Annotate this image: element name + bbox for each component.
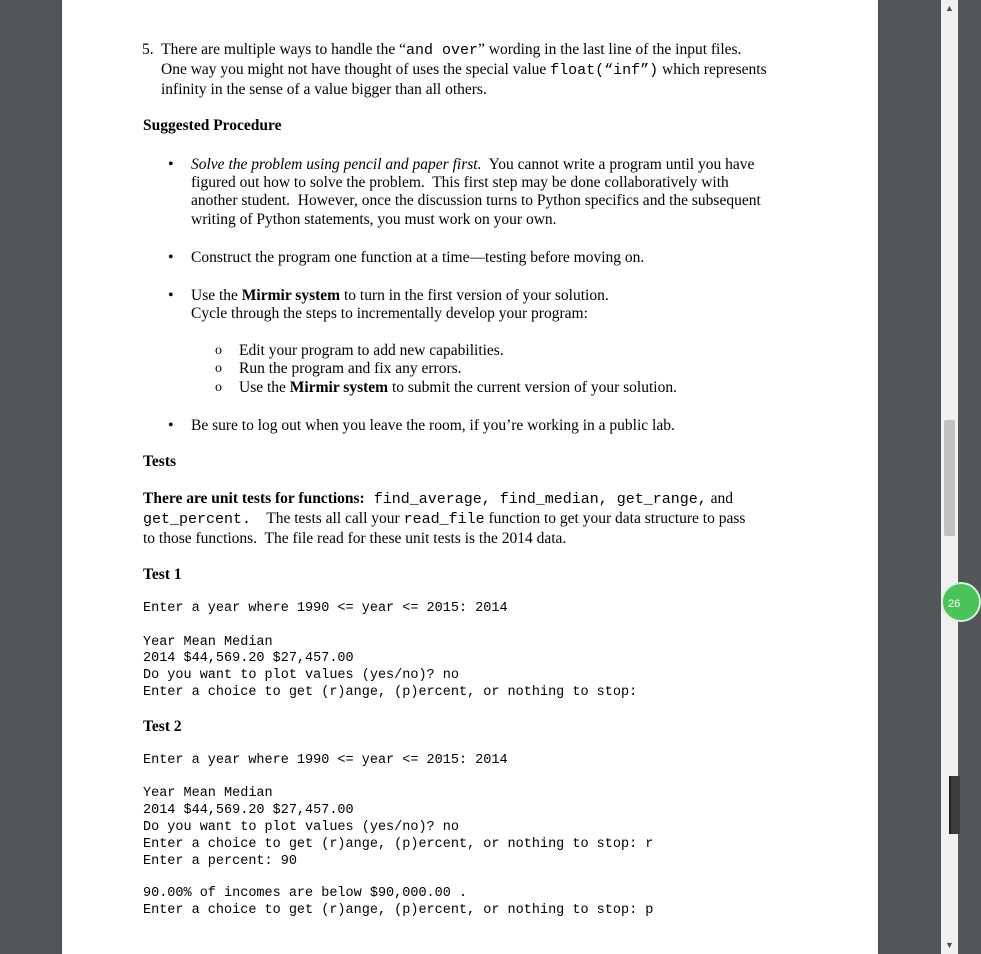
mirmir-system-bold: Mirmir system: [241, 287, 341, 304]
test1-output-line: Enter a choice to get (r)ange, (p)ercent, or nothing to stop:: [143, 685, 638, 700]
sub-bullet1-text: Edit your program to add new capabilities.: [239, 342, 504, 359]
bullet4-text: Be sure to log out when you leave the room, if you’re working in a public lab.: [191, 417, 675, 434]
bullet-marker: •: [168, 417, 174, 434]
test2-output-line: Year Mean Median: [143, 786, 273, 801]
item5-text: which represents: [658, 61, 767, 78]
bullet1-italic: Solve the problem using pencil and paper first.: [191, 156, 482, 173]
bullet3-text: Use the: [191, 287, 242, 304]
test2-output-line: 90.00% of incomes are below $90,000.00 .: [143, 886, 468, 901]
sub-bullet-marker: o: [215, 343, 222, 358]
sub-bullet-marker: o: [215, 380, 222, 395]
section-heading-tests: Tests: [143, 453, 177, 470]
bullet3-line2: Cycle through the steps to incrementally develop your program:: [191, 305, 588, 322]
tests-text: function to get your data structure to pass: [484, 510, 746, 527]
bullet-marker: •: [168, 156, 174, 173]
test2-output-line: 2014 $44,569.20 $27,457.00: [143, 803, 354, 818]
bullet1-text: You cannot write a program until you have: [481, 156, 755, 173]
tests-bold: There are unit tests for functions:: [143, 490, 365, 507]
tests-text: and: [706, 490, 734, 507]
bullet1-line1: [191, 156, 754, 174]
sub-bullet-marker: o: [215, 361, 222, 376]
item5-line3: infinity in the sense of a value bigger than all others.: [161, 81, 487, 98]
test2-output-line: Enter a percent: 90: [143, 854, 297, 869]
tests-text: The tests all call your: [251, 510, 404, 527]
test2-output-line: Enter a year where 1990 <= year <= 2015: 2014: [143, 753, 508, 768]
test1-output-line: Year Mean Median: [143, 635, 273, 650]
side-panel-handle[interactable]: [949, 776, 960, 834]
scroll-down-arrow-icon[interactable]: ▼: [945, 940, 954, 950]
sub-bullet2-text: Run the program and fix any errors.: [239, 360, 462, 377]
item5-text: ” wording in the last line of the input files.: [478, 41, 742, 58]
item5-code: float(“inf”): [550, 62, 659, 79]
item5-code: and over: [405, 42, 478, 59]
sub-bullet3-text: Use the: [239, 379, 290, 396]
test1-output-line: Do you want to plot values (yes/no)? no: [143, 668, 459, 683]
tests-code: find_average, find_median, get_range,: [364, 491, 707, 508]
tests-line1: [143, 490, 733, 509]
item5-line1: [142, 41, 741, 60]
tests-line3: to those functions. The file read for these unit tests is the 2014 data.: [143, 530, 567, 547]
sub-bullet3: [239, 379, 677, 397]
item5-text: One way you might not have thought of uses the special value: [161, 61, 551, 78]
test1-heading: Test 1: [143, 566, 182, 583]
bullet2-text: Construct the program one function at a time—testing before moving on.: [191, 249, 645, 266]
bullet1-line2: figured out how to solve the problem. This first step may be done collaboratively with: [191, 174, 729, 191]
document-page: [62, 0, 878, 954]
page-number-badge[interactable]: 26: [941, 582, 981, 622]
bullet1-line4: writing of Python statements, you must work on your own.: [191, 211, 557, 228]
test2-output-line: Enter a choice to get (r)ange, (p)ercent, or nothing to stop: r: [143, 837, 654, 852]
mirmir-system-bold: Mirmir system: [289, 379, 389, 396]
bullet3-line1: [191, 287, 609, 305]
test1-output-line: 2014 $44,569.20 $27,457.00: [143, 651, 354, 666]
section-heading-suggested-procedure: Suggested Procedure: [143, 117, 282, 134]
test2-output-line: Do you want to plot values (yes/no)? no: [143, 820, 459, 835]
bullet3-text: to turn in the first version of your solution.: [340, 287, 609, 304]
sub-bullet3-text: to submit the current version of your solution.: [388, 379, 677, 396]
test2-output-line: Enter a choice to get (r)ange, (p)ercent, or nothing to stop: p: [143, 903, 654, 918]
scroll-up-arrow-icon[interactable]: ▲: [945, 3, 954, 13]
test1-output-line: Enter a year where 1990 <= year <= 2015: 2014: [143, 601, 508, 616]
scrollbar-thumb[interactable]: [944, 420, 955, 536]
bullet1-line3: another student. However, once the discussion turns to Python specifics and the subsequent: [191, 192, 761, 209]
bullet-marker: •: [168, 287, 174, 304]
tests-code: get_percent.: [143, 511, 252, 528]
tests-line2: [143, 510, 745, 529]
test2-heading: Test 2: [143, 718, 182, 735]
item5-line2: [161, 61, 767, 80]
item5-text: 5. There are multiple ways to handle the “: [142, 41, 406, 58]
tests-code: read_file: [403, 511, 485, 528]
bullet-marker: •: [168, 249, 174, 266]
